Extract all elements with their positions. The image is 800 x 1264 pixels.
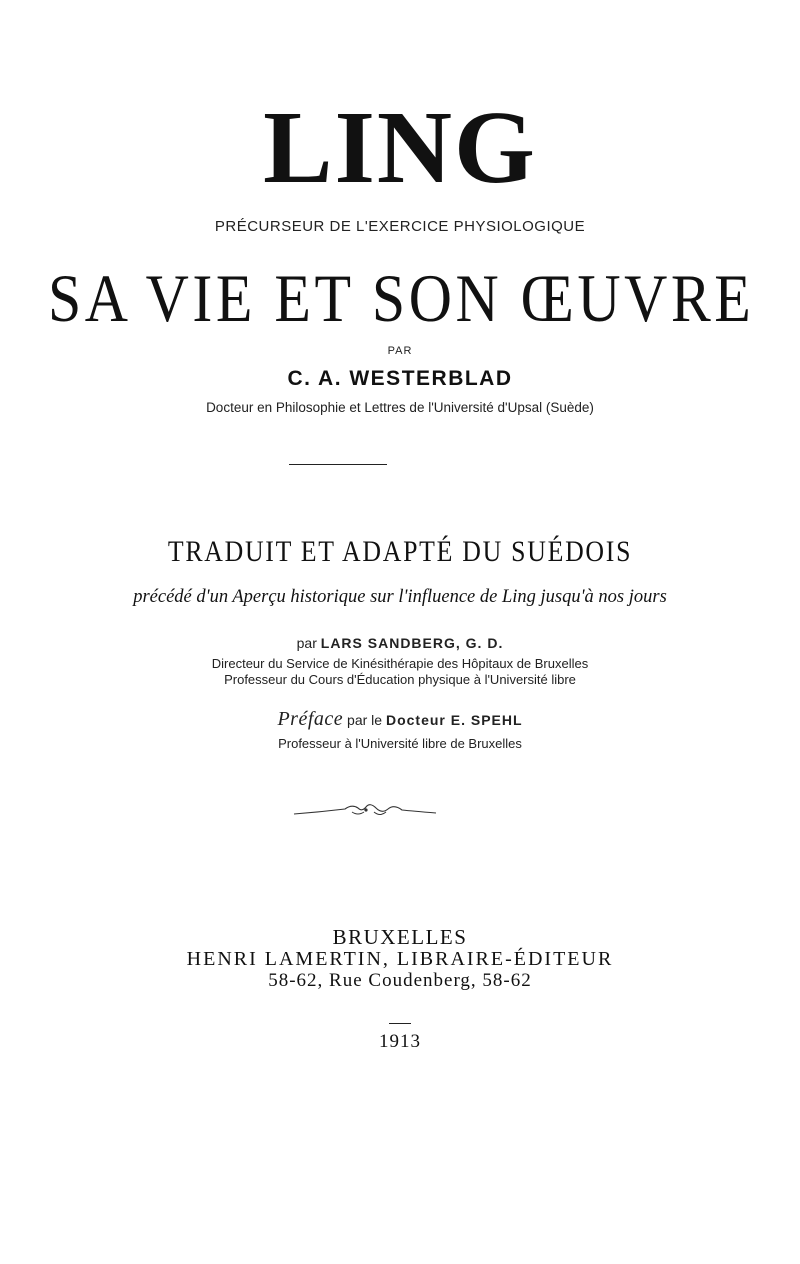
publication-year: 1913 [379,1031,421,1052]
contributor-prefix: par [296,635,317,651]
preface-by: par le [347,712,383,728]
subtitle: PRÉCURSEUR DE L'EXERCICE PHYSIOLOGIQUE [214,218,586,235]
preface-author-title: Professeur à l'Université libre de Bruxelles [278,736,522,751]
translation-note: TRADUIT ET ADAPTÉ DU SUÉDOIS [167,535,633,568]
contributor-line [0,634,800,652]
work-title: SA VIE ET SON ŒUVRE [48,260,755,336]
preface-word: Préface [277,708,344,730]
preface-line [0,708,800,731]
preceded-by-note: précédé d'un Aperçu historique sur l'influence de Ling jusqu'à nos jours [133,587,667,607]
contributor-name: LARS SANDBERG, G. D. [320,635,504,651]
publication-city: BRUXELLES [332,925,468,949]
divider-rule [289,464,387,465]
year-dash [389,1023,411,1024]
publisher: HENRI LAMERTIN, LIBRAIRE-ÉDITEUR [186,948,614,970]
by-label: PAR [387,345,413,357]
preface-author: Docteur E. SPEHL [385,712,523,728]
main-title: LING [263,90,537,205]
contributor-title-2: Professeur du Cours d'Éducation physique à l'Université libre [224,672,576,687]
author-credentials: Docteur en Philosophie et Lettres de l'Université d'Upsal (Suède) [206,400,594,415]
publisher-address: 58-62, Rue Coudenberg, 58-62 [268,970,532,991]
contributor-title-1: Directeur du Service de Kinésithérapie des Hôpitaux de Bruxelles [211,656,589,671]
ornament-flourish-icon [290,798,440,822]
author-name: C. A. WESTERBLAD [287,367,513,390]
